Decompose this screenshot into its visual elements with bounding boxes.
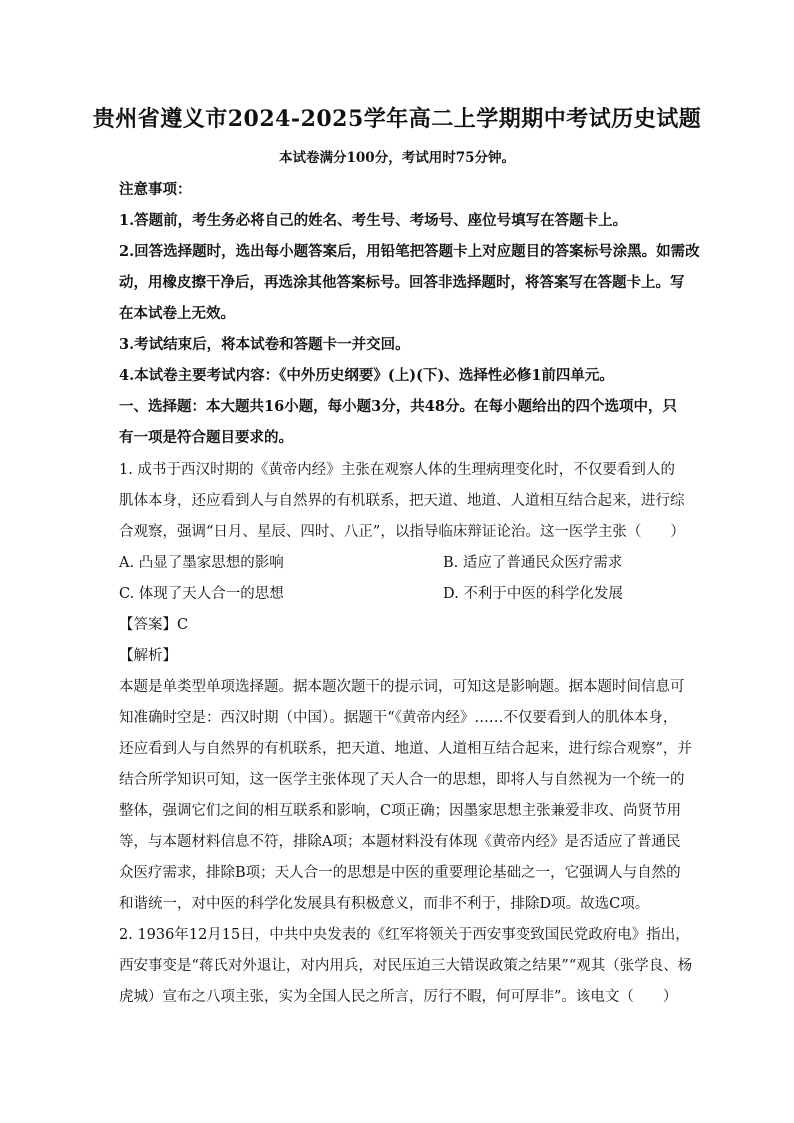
analysis-line-8: 和谐统一，对中医的科学化发展具有积极意义，而非不利于，排除D项。故选C项。 [119,896,650,912]
section-heading-line-1: 一、选择题：本大题共16小题，每小题3分，共48分。在每小题给出的四个选项中，只 [119,398,677,415]
question-1-line-2: 肌体本身，还应看到人与自然界的有机联系，把天道、地道、人道相互结合起来，进行综 [119,493,685,509]
analysis-line-7: 众医疗需求，排除B项；天人合一的思想是中医的重要理论基础之一，它强调人与自然的 [119,865,681,881]
note-3: 3.考试结束后，将本试卷和答题卡一并交回。 [119,336,410,353]
page-title: 贵州省遵义市2024-2025学年高二上学期期中考试历史试题 [92,106,702,132]
question-1-line-3: 合观察，强调“日月、星辰、四时、八正”，以指导临床辩证论治。这一医学主张（ ） [119,524,685,540]
question-1-option-c: C. 体现了天人合一的思想 [119,586,284,602]
question-1-line-1: 1. 成书于西汉时期的《黄帝内经》主张在观察人体的生理病理变化时，不仅要看到人的 [119,462,675,478]
analysis-line-2: 知准确时空是：西汉时期（中国）。据题干“《黄帝内经》……不仅要看到人的肌体本身， [119,710,678,726]
note-4: 4.本试卷主要考试内容：《中外历史纲要》(上)(下)、选择性必修1前四单元。 [119,367,614,384]
exam-info: 本试卷满分100分，考试用时75分钟。 [279,150,515,166]
question-1-answer: 【答案】C [119,617,189,633]
analysis-line-3: 还应看到人与自然界的有机联系，把天道、地道、人道相互结合起来，进行综合观察”，并 [119,741,692,757]
question-1-analysis-heading: 【解析】 [119,648,177,664]
analysis-line-4: 结合所学知识可知，这一医学主张体现了天人合一的思想，即将人与自然视为一个统一的 [119,772,685,788]
question-2-line-2: 西安事变是“蒋氏对外退让，对内用兵，对民压迫三大错误政策之结果”“观其（张学良、杨 [119,958,693,974]
question-1-option-b: B. 适应了普通民众医疗需求 [443,555,623,571]
analysis-line-6: 等，与本题材料信息不符，排除A项；本题材料没有体现《黄帝内经》是否适应了普通民 [119,834,681,850]
note-1: 1.答题前，考生务必将自己的姓名、考生号、考场号、座位号填写在答题卡上。 [119,212,628,229]
note-2-line-2: 动，用橡皮擦干净后，再选涂其他答案标号。回答非选择题时，将答案写在答题卡上。写 [119,274,685,291]
analysis-line-1: 本题是单类型单项选择题。据本题次题干的提示词，可知这是影响题。据本题时间信息可 [119,679,685,695]
question-2-line-3: 虎城）宣布之八项主张，实为全国人民之所言，厉行不暇，何可厚非”。该电文（ ） [119,989,678,1005]
section-heading-line-2: 有一项是符合题目要求的。 [119,429,293,446]
question-1-option-d: D. 不利于中医的科学化发展 [443,586,623,602]
note-2-line-3: 在本试卷上无效。 [119,305,235,322]
analysis-line-5: 整体，强调它们之间的相互联系和影响，C项正确；因墨家思想主张兼爱非攻、尚贤节用 [119,803,682,819]
question-2-line-1: 2. 1936年12月15日，中共中央发表的《红军将领关于西安事变致国民党政府电》指出， [119,927,690,943]
notes-heading: 注意事项： [119,181,192,198]
note-2-line-1: 2.回答选择题时，选出每小题答案后，用铅笔把答题卡上对应题目的答案标号涂黑。如需改 [119,243,700,260]
question-1-option-a: A. 凸显了墨家思想的影响 [119,555,284,571]
